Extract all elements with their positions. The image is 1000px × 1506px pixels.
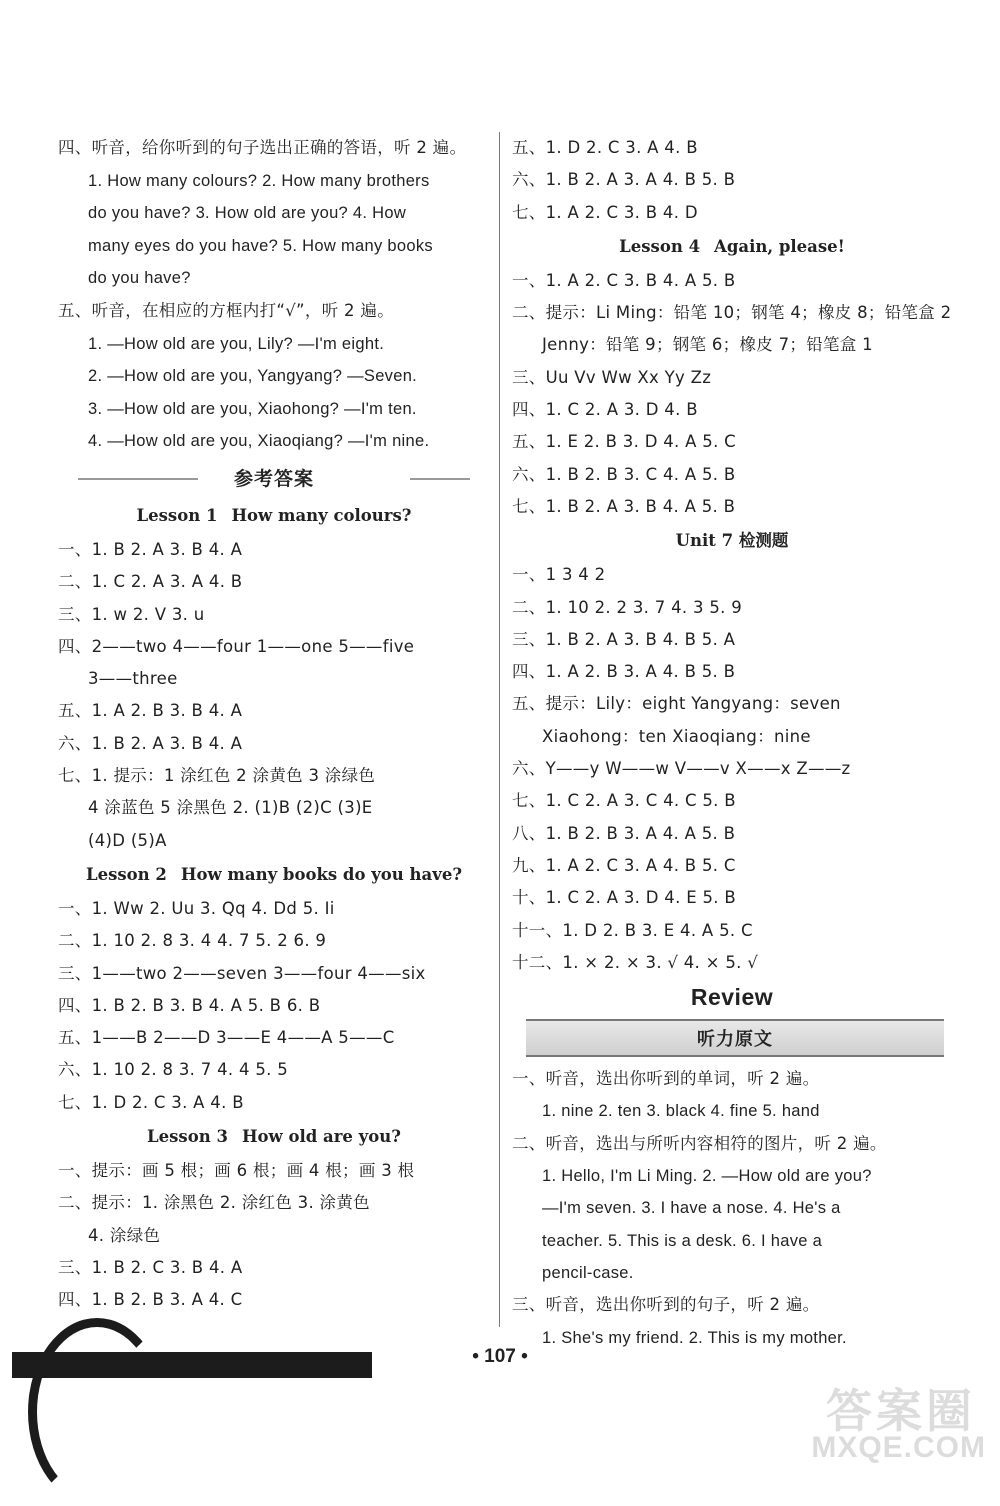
answer-line: 六、1. B 2. B 3. C 4. A 5. B — [512, 464, 736, 484]
text-line: 1. Hello, I'm Li Ming. 2. —How old are you? — [542, 1167, 872, 1186]
answer-line: 二、1. 10 2. 8 3. 4 4. 7 5. 2 6. 9 — [58, 931, 327, 951]
answer-line: 三、1. w 2. V 3. u — [58, 604, 205, 624]
text-line: teacher. 5. This is a desk. 6. I have a — [542, 1231, 823, 1250]
section-5-heading: 五、听音，在相应的方框内打“√”，听 2 遍。 — [58, 300, 394, 320]
listening-2-heading: 二、听音，选出与所听内容相符的图片，听 2 遍。 — [512, 1133, 887, 1153]
answer-line: 四、1. B 2. B 3. A 4. C — [58, 1290, 243, 1310]
answer-line: 七、1. D 2. C 3. A 4. B — [58, 1092, 244, 1112]
answer-line: 一、1. A 2. C 3. B 4. A 5. B — [512, 270, 736, 290]
answer-line: 十一、1. D 2. B 3. E 4. A 5. C — [512, 920, 753, 940]
watermark-site: MXQE.COM — [811, 1431, 986, 1464]
text-line: do you have? 3. How old are you? 4. How — [88, 204, 407, 223]
answer-line: 一、1. Ww 2. Uu 3. Qq 4. Dd 5. Ii — [58, 898, 335, 918]
answer-line: Jenny：铅笔 9；钢笔 6；橡皮 7；铅笔盒 1 — [542, 335, 873, 355]
lesson-label: Lesson 3 — [147, 1126, 228, 1146]
text-line: 1. She's my friend. 2. This is my mother. — [542, 1328, 847, 1347]
text-line: pencil-case. — [542, 1263, 634, 1282]
lesson-name: How many books do you have? — [180, 864, 462, 884]
lesson-4-title — [512, 229, 952, 265]
lesson-label: Lesson 4 — [619, 236, 701, 256]
answer-line: 六、Y——y W——w V——v X——x Z——z — [512, 759, 851, 779]
text-line: 1. nine 2. ten 3. black 4. fine 5. hand — [542, 1102, 820, 1121]
watermark-chinese: 答案圈 — [826, 1384, 976, 1438]
answer-line: 4 涂蓝色 5 涂黑色 2. (1)B (2)C (3)E — [88, 798, 373, 818]
text-line: 2. —How old are you, Yangyang? —Seven. — [88, 367, 418, 386]
answer-line: 六、1. B 2. A 3. A 4. B 5. B — [512, 170, 736, 190]
right-column — [512, 132, 952, 1354]
text-line: do you have? — [88, 269, 191, 288]
answer-line: 四、1. A 2. B 3. A 4. B 5. B — [512, 662, 736, 682]
answer-line: 二、1. 10 2. 2 3. 7 4. 3 5. 9 — [512, 597, 743, 617]
answer-line: 三、Uu Vv Ww Xx Yy Zz — [512, 367, 712, 387]
unit-7-test-title: Unit 7 检测题 — [675, 531, 789, 551]
answer-line: 七、1. A 2. C 3. B 4. D — [512, 202, 698, 222]
answer-line: 二、提示：Li Ming：铅笔 10；钢笔 4；橡皮 8；铅笔盒 2 — [512, 303, 952, 323]
answer-line: 三、1——two 2——seven 3——four 4——six — [58, 963, 426, 983]
answer-line: 八、1. B 2. B 3. A 4. A 5. B — [512, 823, 736, 843]
left-column — [58, 132, 490, 1316]
answer-line: 十二、1. × 2. × 3. √ 4. × 5. √ — [512, 952, 759, 972]
page-number: • 107 • — [472, 1346, 528, 1367]
answer-line: Xiaohong：ten Xiaoqiang：nine — [542, 726, 811, 746]
text-line: 1. How many colours? 2. How many brothers — [88, 171, 430, 190]
answer-line: 三、1. B 2. A 3. B 4. B 5. A — [512, 629, 736, 649]
answers-title: 参考答案 — [233, 468, 314, 491]
answer-line: 九、1. A 2. C 3. A 4. B 5. C — [512, 855, 736, 875]
answer-line: 四、1. B 2. B 3. B 4. A 5. B 6. B — [58, 995, 321, 1015]
answer-line: 一、1. B 2. A 3. B 4. A — [58, 539, 243, 559]
answer-line: 3——three — [88, 669, 178, 689]
answer-line: 二、1. C 2. A 3. A 4. B — [58, 572, 243, 592]
section-4-heading: 四、听音，给你听到的句子选出正确的答语，听 2 遍。 — [58, 138, 467, 157]
text-line: many eyes do you have? 5. How many books — [88, 236, 433, 255]
answer-line: (4)D (5)A — [88, 830, 167, 850]
answer-line: 一、提示：画 5 根；画 6 根；画 4 根；画 3 根 — [58, 1160, 415, 1180]
watermark-logo — [726, 1375, 986, 1465]
answer-line: 二、提示：1. 涂黑色 2. 涂红色 3. 涂黄色 — [58, 1193, 370, 1213]
answer-line: 四、1. C 2. A 3. D 4. B — [512, 400, 698, 420]
answer-line: 4. 涂绿色 — [88, 1225, 161, 1245]
text-line: 3. —How old are you, Xiaohong? —I'm ten. — [88, 399, 417, 418]
answer-line: 十、1. C 2. A 3. D 4. E 5. B — [512, 888, 736, 908]
answer-line: 四、2——two 4——four 1——one 5——five — [58, 636, 415, 656]
answer-line: 三、1. B 2. C 3. B 4. A — [58, 1257, 243, 1277]
answer-line: 五、1. A 2. B 3. B 4. A — [58, 701, 243, 721]
answer-line: 七、1. C 2. A 3. C 4. C 5. B — [512, 791, 736, 811]
answer-line: 七、1. B 2. A 3. B 4. A 5. B — [512, 496, 736, 516]
lesson-label: Lesson 1 — [136, 505, 218, 525]
answer-line: 五、1. D 2. C 3. A 4. B — [512, 138, 698, 157]
answer-line: 六、1. 10 2. 8 3. 7 4. 4 5. 5 — [58, 1060, 289, 1080]
answer-line: 七、1. 提示：1 涂红色 2 涂黄色 3 涂绿色 — [58, 766, 376, 786]
lesson-3-title — [58, 1119, 490, 1155]
lesson-2-title — [58, 857, 490, 893]
answer-line: 五、1. E 2. B 3. D 4. A 5. C — [512, 432, 736, 452]
text-line: —I'm seven. 3. I have a nose. 4. He's a — [542, 1199, 841, 1218]
listening-1-heading: 一、听音，选出你听到的单词，听 2 遍。 — [512, 1069, 820, 1089]
listening-title: 听力原文 — [697, 1029, 773, 1051]
lesson-name: Again, please! — [714, 236, 845, 256]
lesson-label: Lesson 2 — [85, 864, 167, 884]
text-line: 1. —How old are you, Lily? —I'm eight. — [88, 334, 385, 353]
lesson-name: How old are you? — [241, 1126, 401, 1146]
answer-line: 一、1 3 4 2 — [512, 565, 606, 585]
ornament-line — [410, 478, 470, 480]
answer-line: 六、1. B 2. A 3. B 4. A — [58, 733, 243, 753]
ornament-line — [78, 478, 198, 480]
lesson-1-title — [58, 498, 490, 534]
review-title: Review — [690, 984, 774, 1011]
lesson-name: How many colours? — [231, 505, 412, 525]
listening-text-banner — [526, 1019, 944, 1057]
listening-3-heading: 三、听音，选出你听到的句子，听 2 遍。 — [512, 1295, 820, 1315]
answer-line: 五、1——B 2——D 3——E 4——A 5——C — [58, 1028, 395, 1048]
answer-line: 五、提示：Lily：eight Yangyang：seven — [512, 694, 841, 714]
answers-section-heading — [58, 458, 490, 498]
text-line: 4. —How old are you, Xiaoqiang? —I'm nine. — [88, 432, 430, 451]
column-divider — [499, 132, 500, 1327]
